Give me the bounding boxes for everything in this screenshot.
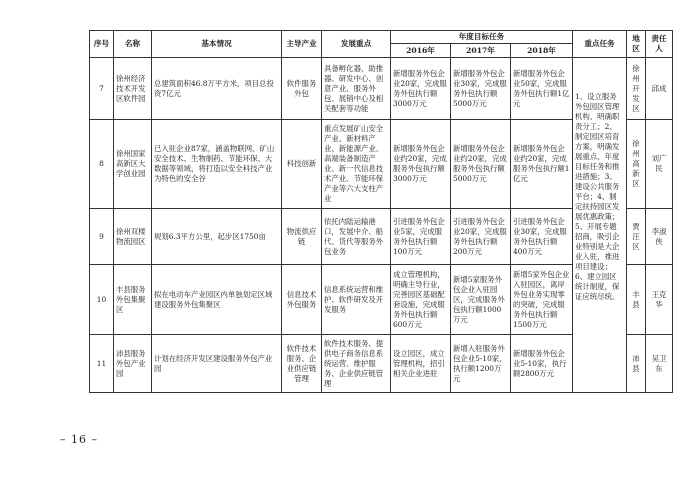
cell-owner: 刘广民 [646, 120, 673, 209]
header-annual-targets: 年度目标任务 [391, 31, 573, 44]
cell-name: 沛县服务外包产业园 [114, 335, 152, 393]
cell-district: 丰县 [627, 265, 646, 335]
cell-2017: 引进服务外包企业20家，完成服务外包执行额200万元 [451, 209, 511, 265]
cell-basic: 计划在经济开发区建设服务外包产业园 [152, 335, 282, 393]
cell-owner: 吴卫东 [646, 335, 673, 393]
cell-industry: 科技创新 [282, 120, 322, 209]
cell-no: 7 [90, 58, 114, 120]
header-owner: 责任人 [646, 31, 673, 58]
page-number: – 16 – [60, 433, 98, 446]
cell-key-tasks: 1、设立服务外包园区管理机构、明确职责分工；2、制定园区培育方案，明确发展重点、年度目标任务和推进措施；3、建设公共服务平台；4、制定扶持园区发展优惠政策；5、开展专题招商，吸引企业特别是大企业入驻，推进项目建设；6、建立园区统计制度，保证应统尽统。 [573, 58, 627, 393]
cell-name: 徐州国家高新区大学创业园 [114, 120, 152, 209]
cell-focus: 依托内陆运输港口，发展中介、船代、货代等服务外包业务 [322, 209, 391, 265]
header-name: 名称 [114, 31, 152, 58]
cell-basic: 规划6.3平方公里，起步区1750亩 [152, 209, 282, 265]
cell-owner: 王克华 [646, 265, 673, 335]
cell-name: 徐州经济技术开发区软件园 [114, 58, 152, 120]
header-focus: 发展重点 [322, 31, 391, 58]
cell-2016: 设立园区，成立管理机构，招引相关企业进驻 [391, 335, 451, 393]
cell-no: 10 [90, 265, 114, 335]
header-no: 序号 [90, 31, 114, 58]
cell-industry: 软件服务外包 [282, 58, 322, 120]
annual-targets-table [89, 30, 673, 393]
cell-industry: 物流供应链 [282, 209, 322, 265]
cell-focus: 重点发展矿山安全产业、新材料产业、新能源产业、高端装备制造产业、新一代信息技术产业、节能环保产业等六大支柱产业 [322, 120, 391, 209]
cell-basic: 已入驻企业87家，涵盖物联网、矿山安全技术、生物制药、节能环保、大数据等领域，将打造以安全科技产业为特色的安全谷 [152, 120, 282, 209]
cell-2017: 新增入驻服务外包企业5-10家，执行额1200万元 [451, 335, 511, 393]
cell-2016: 成立管理机构，明确主导行业，完善园区基础配套设施，完成服务外包执行额600万元 [391, 265, 451, 335]
cell-2018: 新增5家外包企业入驻园区，离岸外包业务实现零的突破，完成服务外包执行额1500万元 [511, 265, 573, 335]
cell-basic: 拟在电动车产业园区内单独划定区域建设服务外包集聚区 [152, 265, 282, 335]
cell-focus: 具备孵化器、助推器、研发中心、创意产业、服务外包、展销中心及相关配套等功能 [322, 58, 391, 120]
header-year-2016: 2016年 [391, 44, 451, 58]
cell-name: 丰县服务外包集聚区 [114, 265, 152, 335]
cell-2018: 新增服务外包企业50家，完成服务外包执行额1亿元 [511, 58, 573, 120]
header-basic: 基本情况 [152, 31, 282, 58]
header-year-2018: 2018年 [511, 44, 573, 58]
cell-2016: 新增服务外包企业20家，完成服务外包执行额3000万元 [391, 58, 451, 120]
cell-district: 贾汪区 [627, 209, 646, 265]
cell-no: 9 [90, 209, 114, 265]
cell-2016: 新增服务外包企业约20家，完成服务外包执行额3000万元 [391, 120, 451, 209]
cell-owner: 李淑侠 [646, 209, 673, 265]
cell-industry: 信息技术外包服务 [282, 265, 322, 335]
cell-no: 8 [90, 120, 114, 209]
cell-district: 徐州开发区 [627, 58, 646, 120]
header-district: 地区 [627, 31, 646, 58]
cell-2018: 新增服务外包企业5-10家，执行额2800万元 [511, 335, 573, 393]
header-year-2017: 2017年 [451, 44, 511, 58]
header-key-tasks: 重点任务 [573, 31, 627, 58]
cell-district: 沛县 [627, 335, 646, 393]
cell-2018: 引进服务外包企业30家，完成服务外包执行额400万元 [511, 209, 573, 265]
cell-2017: 新增服务外包企业30家，完成服务外包执行额5000万元 [451, 58, 511, 120]
cell-focus: 信息系统运营和维护、软件研发及开发服务 [322, 265, 391, 335]
table-region [89, 30, 673, 393]
cell-name: 徐州双楼物流园区 [114, 209, 152, 265]
cell-district: 徐州高新区 [627, 120, 646, 209]
cell-2016: 引进服务外包企业5家，完成服务外包执行额100万元 [391, 209, 451, 265]
header-industry: 主导产业 [282, 31, 322, 58]
cell-industry: 软件技术服务、企业供应链管理 [282, 335, 322, 393]
table-row [90, 58, 673, 120]
cell-owner: 邱成 [646, 58, 673, 120]
cell-2018: 新增服务外包企业约20家，完成服务外包执行额1亿元 [511, 120, 573, 209]
cell-2017: 新增服务外包企业约20家，完成服务外包执行额5000万元 [451, 120, 511, 209]
cell-focus: 软件技术服务、提供电子商务信息系统运营、维护服务、企业供应链管理 [322, 335, 391, 393]
cell-2017: 新增5家服务外包企业入驻园区，完成服务外包执行额1000万元 [451, 265, 511, 335]
cell-no: 11 [90, 335, 114, 393]
cell-basic: 总建筑面积46.8万平方米，项目总投资7亿元 [152, 58, 282, 120]
